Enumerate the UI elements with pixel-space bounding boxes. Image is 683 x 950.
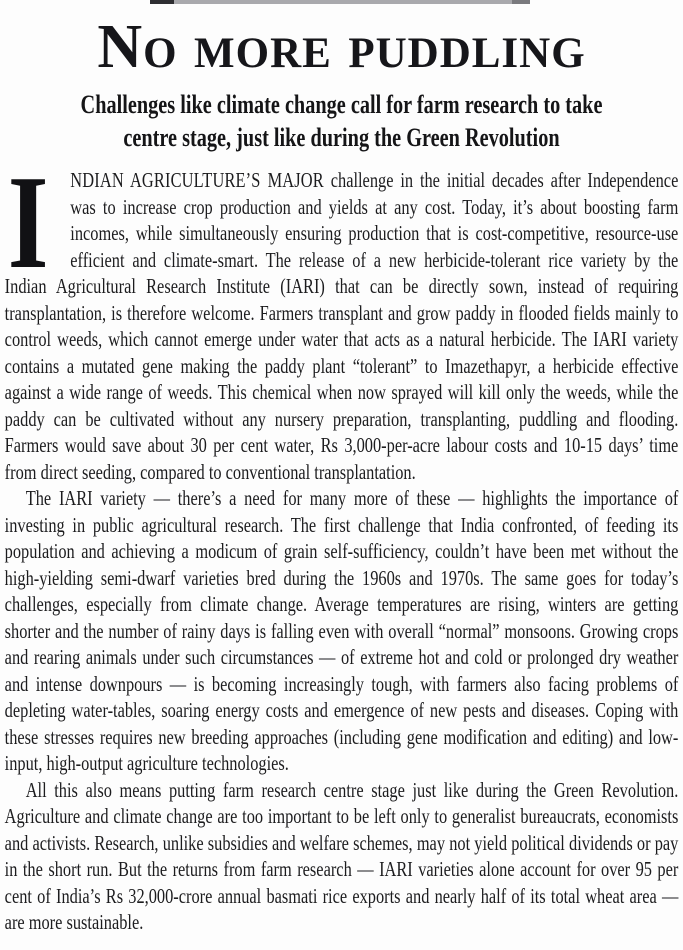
article-column <box>0 88 683 936</box>
masthead-rule <box>150 0 530 4</box>
article-subtitle-line-1: Challenges like climate change call for farm research to take <box>80 90 603 119</box>
article-subtitle-line-2: centre stage, just like during the Green Revolution <box>123 123 560 152</box>
lead-in-caps: NDIAN AGRICULTURE’S MAJOR <box>70 168 324 192</box>
paragraph-2: The IARI variety — there’s a need for many more of these — highlights the importance of investing in public agricultural research. The first challenge that India confronted, of feeding its population and achieving a modicum of grain self-sufficiency, couldn’t have been met without the high-yielding semi-dwarf varieties bred during the 1960s and 1970s. The same goes for today’s challenges, especially from climate change. Average temperatures are rising, winters are getting shorter and the number of rainy days is falling even with overall “normal” monsoons. Growing crops and rearing animals under such circumstances — of extreme hot and cold or prolonged dry weather and intense downpours — is becoming increasingly tough, with farmers also facing problems of depleting water-tables, soaring energy costs and emergence of new pests and diseases. Coping with these stresses requires new breeding approaches (including gene modification and editing) and low-input, high-output agriculture technologies. <box>4 486 679 775</box>
paragraph-3: All this also means putting farm research centre stage just like during the Green Revolution. Agriculture and climate change are too important to be left only to generalist bureaucrats, economists and activists. Research, unlike subsidies and welfare schemes, may not yield political dividends or pay in the short run. But the returns from farm research — IARI varieties alone account for over 95 per cent of India’s Rs 32,000-crore annual basmati rice exports and nearly half of its total wheat area — are more sustainable. <box>4 777 679 934</box>
article-subtitle <box>0 88 683 154</box>
paragraph-1 <box>4 148 679 485</box>
article-body <box>0 148 683 936</box>
drop-cap: I <box>7 148 49 296</box>
article-title: No more puddling <box>97 13 586 81</box>
paragraph-1-text: challenge in the initial decades after Independence was to increase crop production and yields at any cost. Today, it’s about boosting farm incomes, while simultaneously ensuring production that is cost-competitive, resource-use efficient and climate-smart. The release of a new herbicide-tolerant rice variety by the Indian Agricultural Research Institute (IARI) that can be directly sown, instead of requiring transplantation, is therefore welcome. Farmers transplant and grow paddy in flooded fields mainly to control weeds, which cannot emerge under water that acts as a natural herbicide. The IARI variety contains a mutated gene making the paddy plant “tolerant” to Imazethapyr, a herbicide effective against a wide range of weeds. This chemical when now sprayed will kill only the weeds, while the paddy can be cultivated without any nursery preparation, transplanting, puddling and flooding. Farmers would save about 30 per cent water, Rs 3,000-per-acre labour costs and 10-15 days’ time from direct seeding, compared to conventional transplantation. <box>4 168 679 484</box>
